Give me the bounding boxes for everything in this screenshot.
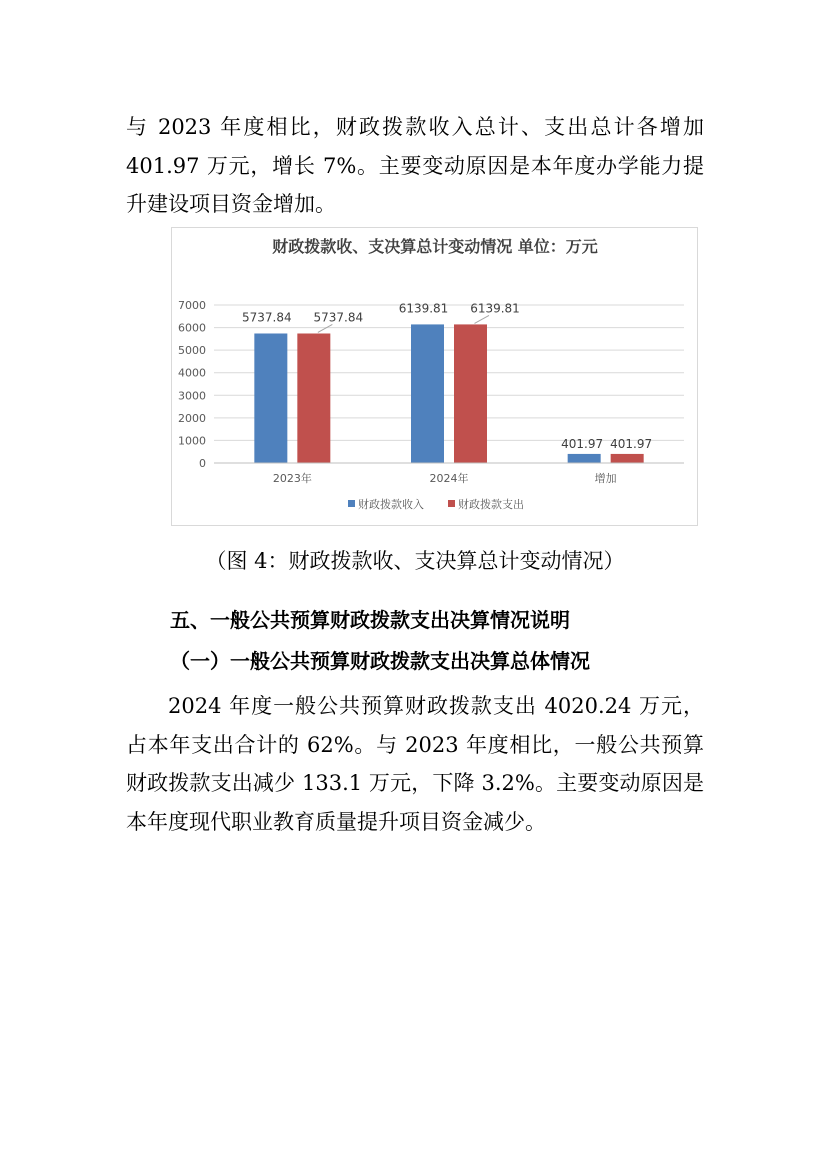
y-axis-ticks	[178, 299, 206, 470]
legend	[348, 497, 524, 511]
legend-label: 财政拨款收入	[358, 498, 424, 511]
value-label: 5737.84	[313, 310, 364, 325]
y-tick-label: 3000	[178, 389, 206, 403]
y-tick-label: 5000	[178, 344, 206, 358]
chart-title: 财政拨款收、支决算总计变动情况 单位：万元	[272, 237, 598, 256]
bar-expenditure	[297, 333, 330, 463]
bar-expenditure	[611, 454, 644, 463]
subsection-heading: （一）一般公共预算财政拨款支出决算总体情况	[170, 649, 590, 673]
legend-label: 财政拨款支出	[458, 498, 524, 511]
value-label: 401.97	[610, 436, 653, 451]
bar-chart-svg	[172, 228, 699, 527]
bar-revenue	[568, 454, 601, 463]
y-tick-label: 6000	[178, 321, 206, 335]
paragraph-general-budget: 2024 年度一般公共预算财政拨款支出 4020.24 万元，占本年支出合计的 62%。与 2023 年度相比，一般公共预算财政拨款支出减少 133.1 万元，下降 3.2%。主要变动原因是本年度现代职业教育质量提升项目资金减少。	[126, 694, 704, 834]
figure-caption: （图 4：财政拨款收、支决算总计变动情况）	[205, 549, 625, 573]
bar-revenue	[254, 333, 287, 463]
y-tick-label: 4000	[178, 366, 206, 380]
y-tick-label: 2000	[178, 411, 206, 425]
legend-swatch	[448, 500, 455, 507]
section-heading: 五、一般公共预算财政拨款支出决算情况说明	[170, 608, 570, 632]
y-tick-label: 1000	[178, 434, 206, 448]
paragraph-revenue-change: 与 2023 年度相比，财政拨款收入总计、支出总计各增加 401.97 万元，增长 7%。主要变动原因是本年度办学能力提升建设项目资金增加。	[126, 115, 704, 216]
value-label: 6139.81	[470, 301, 520, 316]
label-leader-line	[318, 324, 333, 332]
y-tick-label: 7000	[178, 299, 206, 312]
y-tick-label: 0	[199, 457, 206, 470]
value-label: 5737.84	[242, 310, 292, 325]
value-label: 6139.81	[398, 301, 449, 316]
value-label: 401.97	[561, 436, 604, 451]
bar-chart	[171, 227, 698, 526]
x-tick-label: 2023年	[272, 472, 312, 485]
x-axis-ticks	[214, 463, 684, 485]
label-leader-line	[475, 315, 490, 323]
bar-revenue	[411, 324, 444, 463]
x-tick-label: 2024年	[429, 472, 469, 485]
x-tick-label: 增加	[594, 472, 617, 485]
bar-expenditure	[454, 324, 487, 463]
legend-swatch	[348, 500, 355, 507]
